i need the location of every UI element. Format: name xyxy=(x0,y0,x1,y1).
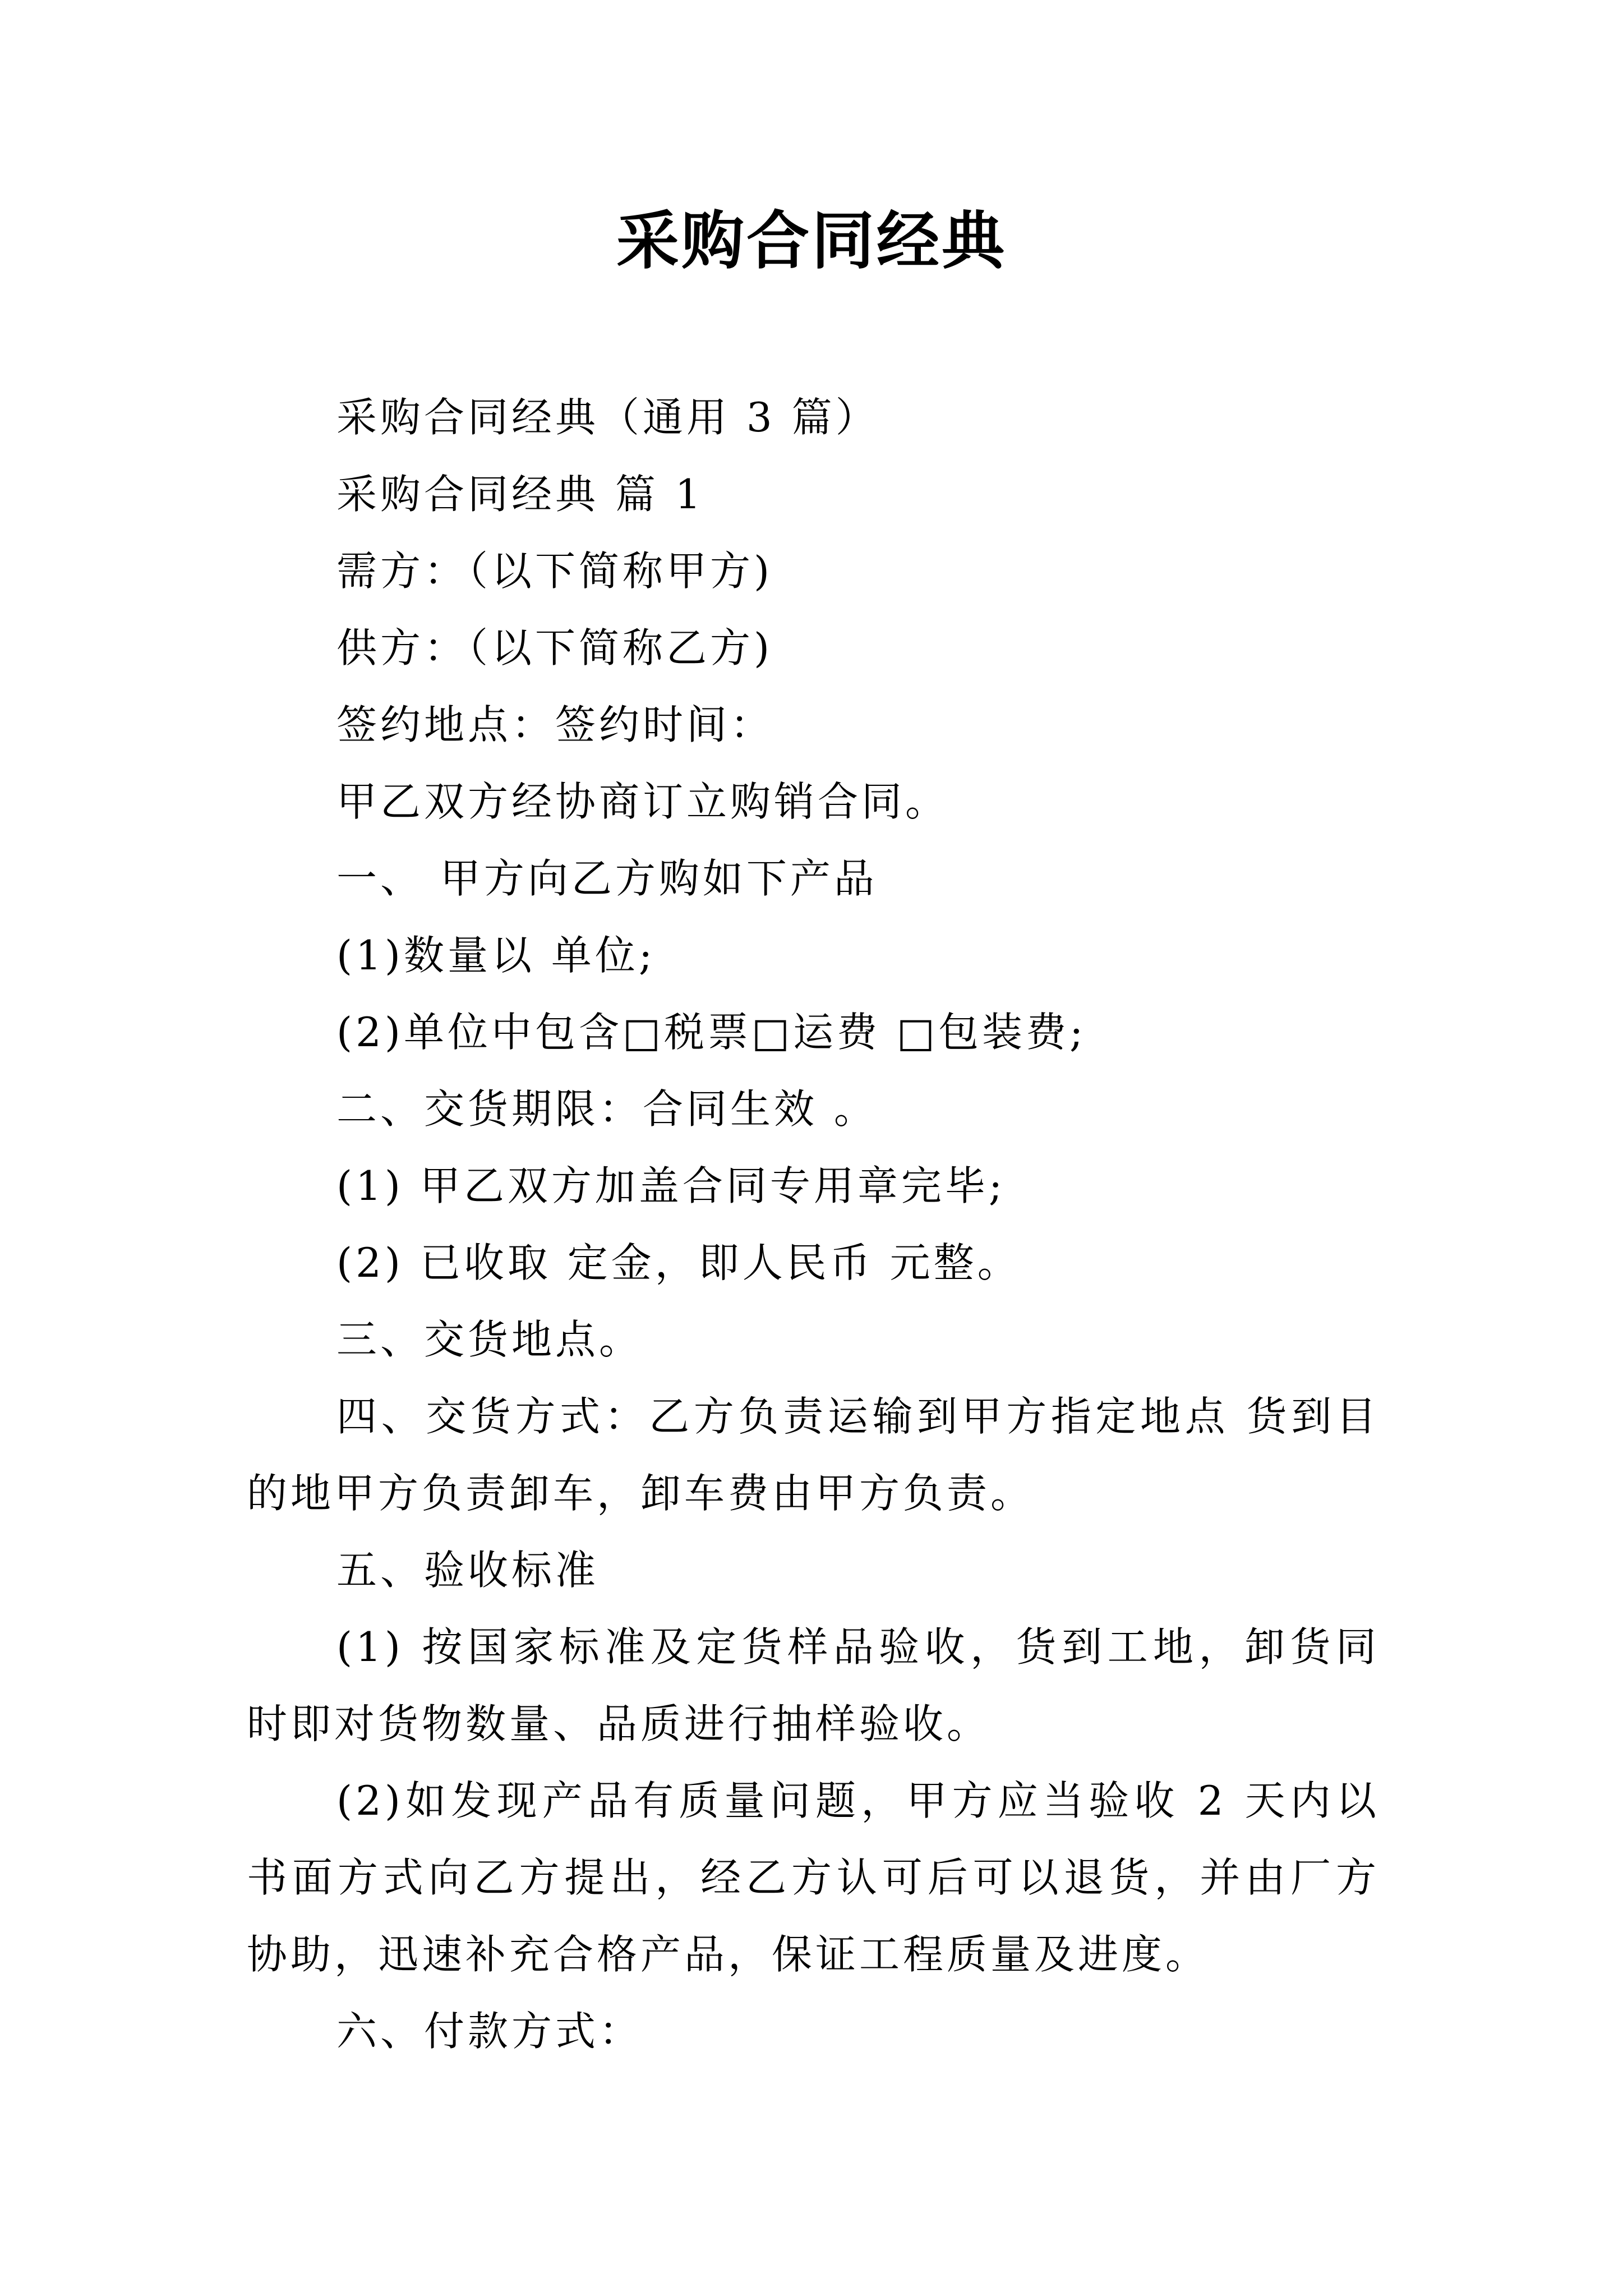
paragraph-section-2-item-2: (2) 已收取 定金，即人民币 元整。 xyxy=(336,1239,1021,1286)
paragraph-sign-place-time: 签约地点：签约时间： xyxy=(336,701,774,748)
document-body xyxy=(247,379,1380,2070)
document-title: 采购合同经典 xyxy=(616,204,1007,278)
paragraph-supplier: 供方：（以下简称乙方) xyxy=(336,624,773,671)
paragraph-section-2-item-1: (1) 甲乙双方加盖合同专用章完毕; xyxy=(336,1162,1006,1209)
paragraph-section-2: 二、交货期限：合同生效 。 xyxy=(336,1085,878,1133)
paragraph-section-1-item-2: (2)单位中包含□税票□运费 □包装费; xyxy=(336,1009,1087,1056)
paragraph-section-1: 一、 甲方向乙方购如下产品 xyxy=(336,855,878,902)
paragraph-section-1-item-1: (1)数量以 单位; xyxy=(336,932,656,979)
paragraph-buyer: 需方：（以下简称甲方) xyxy=(336,547,773,595)
paragraph-section-6: 六、付款方式： xyxy=(336,2008,643,2055)
paragraph-heading-part-1: 采购合同经典 篇 1 xyxy=(336,471,704,518)
paragraph-section-5-item-2: (2)如发现产品有质量问题，甲方应当验收 2 天内以书面方式向乙方提出，经乙方认可后可以退货，并由厂方协助，迅速补充合格产品，保证工程质量及进度。 xyxy=(247,1777,1380,1978)
paragraph-agreement: 甲乙双方经协商订立购销合同。 xyxy=(336,778,949,825)
paragraph-section-5: 五、验收标准 xyxy=(336,1547,600,1594)
paragraph-section-5-item-1: (1) 按国家标准及定货样品验收，货到工地，卸货同时即对货物数量、品质进行抽样验收。 xyxy=(247,1623,1380,1747)
paragraph-section-4: 四、交货方式：乙方负责运输到甲方指定地点 货到目的地甲方负责卸车，卸车费由甲方负责。 xyxy=(247,1393,1380,1517)
paragraph-section-3: 三、交货地点。 xyxy=(336,1316,643,1363)
paragraph-heading-general: 采购合同经典（通用 3 篇） xyxy=(336,394,879,441)
